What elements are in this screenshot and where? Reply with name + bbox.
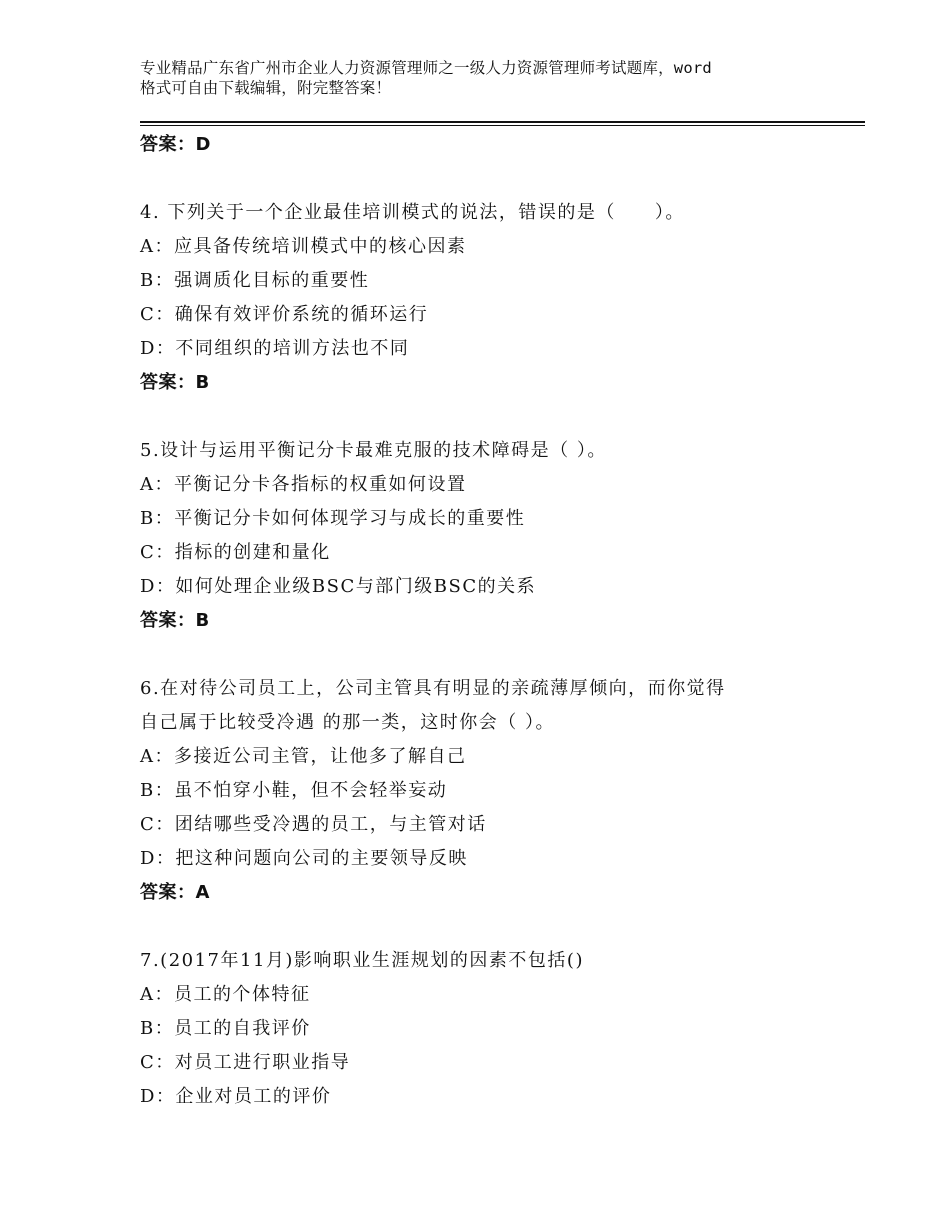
spacer xyxy=(140,910,840,944)
question-block xyxy=(140,434,840,638)
option-d: D：如何处理企业级BSC与部门级BSC的关系 xyxy=(140,576,537,597)
option-d: D：企业对员工的评价 xyxy=(140,1086,332,1107)
answer-line: 答案：A xyxy=(140,882,210,903)
question-block xyxy=(140,672,840,910)
option-d: D：不同组织的培训方法也不同 xyxy=(140,338,410,359)
question-stem: 5.设计与运用平衡记分卡最难克服的技术障碍是（ ）。 xyxy=(140,440,607,461)
option-c: C：对员工进行职业指导 xyxy=(140,1052,351,1073)
header-line-2: 格式可自由下载编辑，附完整答案！ xyxy=(140,79,392,97)
option-c: C：指标的创建和量化 xyxy=(140,542,331,563)
option-b: B：强调质化目标的重要性 xyxy=(140,270,370,291)
question-stem: 7.(2017年11月)影响职业生涯规划的因素不包括() xyxy=(140,950,584,971)
answer-line: 答案：B xyxy=(140,610,210,631)
answer-line: 答案：D xyxy=(140,134,211,155)
answer-line: 答案：B xyxy=(140,372,210,393)
page-header xyxy=(140,58,840,98)
header-rule-thin xyxy=(140,125,865,126)
spacer xyxy=(140,400,840,434)
question-stem: 4. 下列关于一个企业最佳培训模式的说法，错误的是（ ）。 xyxy=(140,202,685,223)
option-b: B：平衡记分卡如何体现学习与成长的重要性 xyxy=(140,508,526,529)
option-d: D：把这种问题向公司的主要领导反映 xyxy=(140,848,468,869)
header-line-1: 专业精品广东省广州市企业人力资源管理师之一级人力资源管理师考试题库，word xyxy=(140,59,712,77)
option-a: A：员工的个体特征 xyxy=(140,984,311,1005)
option-c: C：确保有效评价系统的循环运行 xyxy=(140,304,429,325)
option-a: A：平衡记分卡各指标的权重如何设置 xyxy=(140,474,467,495)
question-stem: 6.在对待公司员工上，公司主管具有明显的亲疏薄厚倾向，而你觉得 xyxy=(140,678,726,699)
question-block xyxy=(140,944,840,1114)
option-b: B：员工的自我评价 xyxy=(140,1018,311,1039)
header-rule-thick xyxy=(140,121,865,123)
document-body xyxy=(140,128,840,1114)
spacer xyxy=(140,638,840,672)
option-b: B：虽不怕穿小鞋，但不会轻举妄动 xyxy=(140,780,448,801)
question-block xyxy=(140,196,840,400)
question-stem-continued: 自己属于比较受冷遇 的那一类，这时你会（ ）。 xyxy=(140,712,555,733)
option-a: A：应具备传统培训模式中的核心因素 xyxy=(140,236,467,257)
option-a: A：多接近公司主管，让他多了解自己 xyxy=(140,746,467,767)
spacer xyxy=(140,162,840,196)
option-c: C：团结哪些受冷遇的员工，与主管对话 xyxy=(140,814,487,835)
